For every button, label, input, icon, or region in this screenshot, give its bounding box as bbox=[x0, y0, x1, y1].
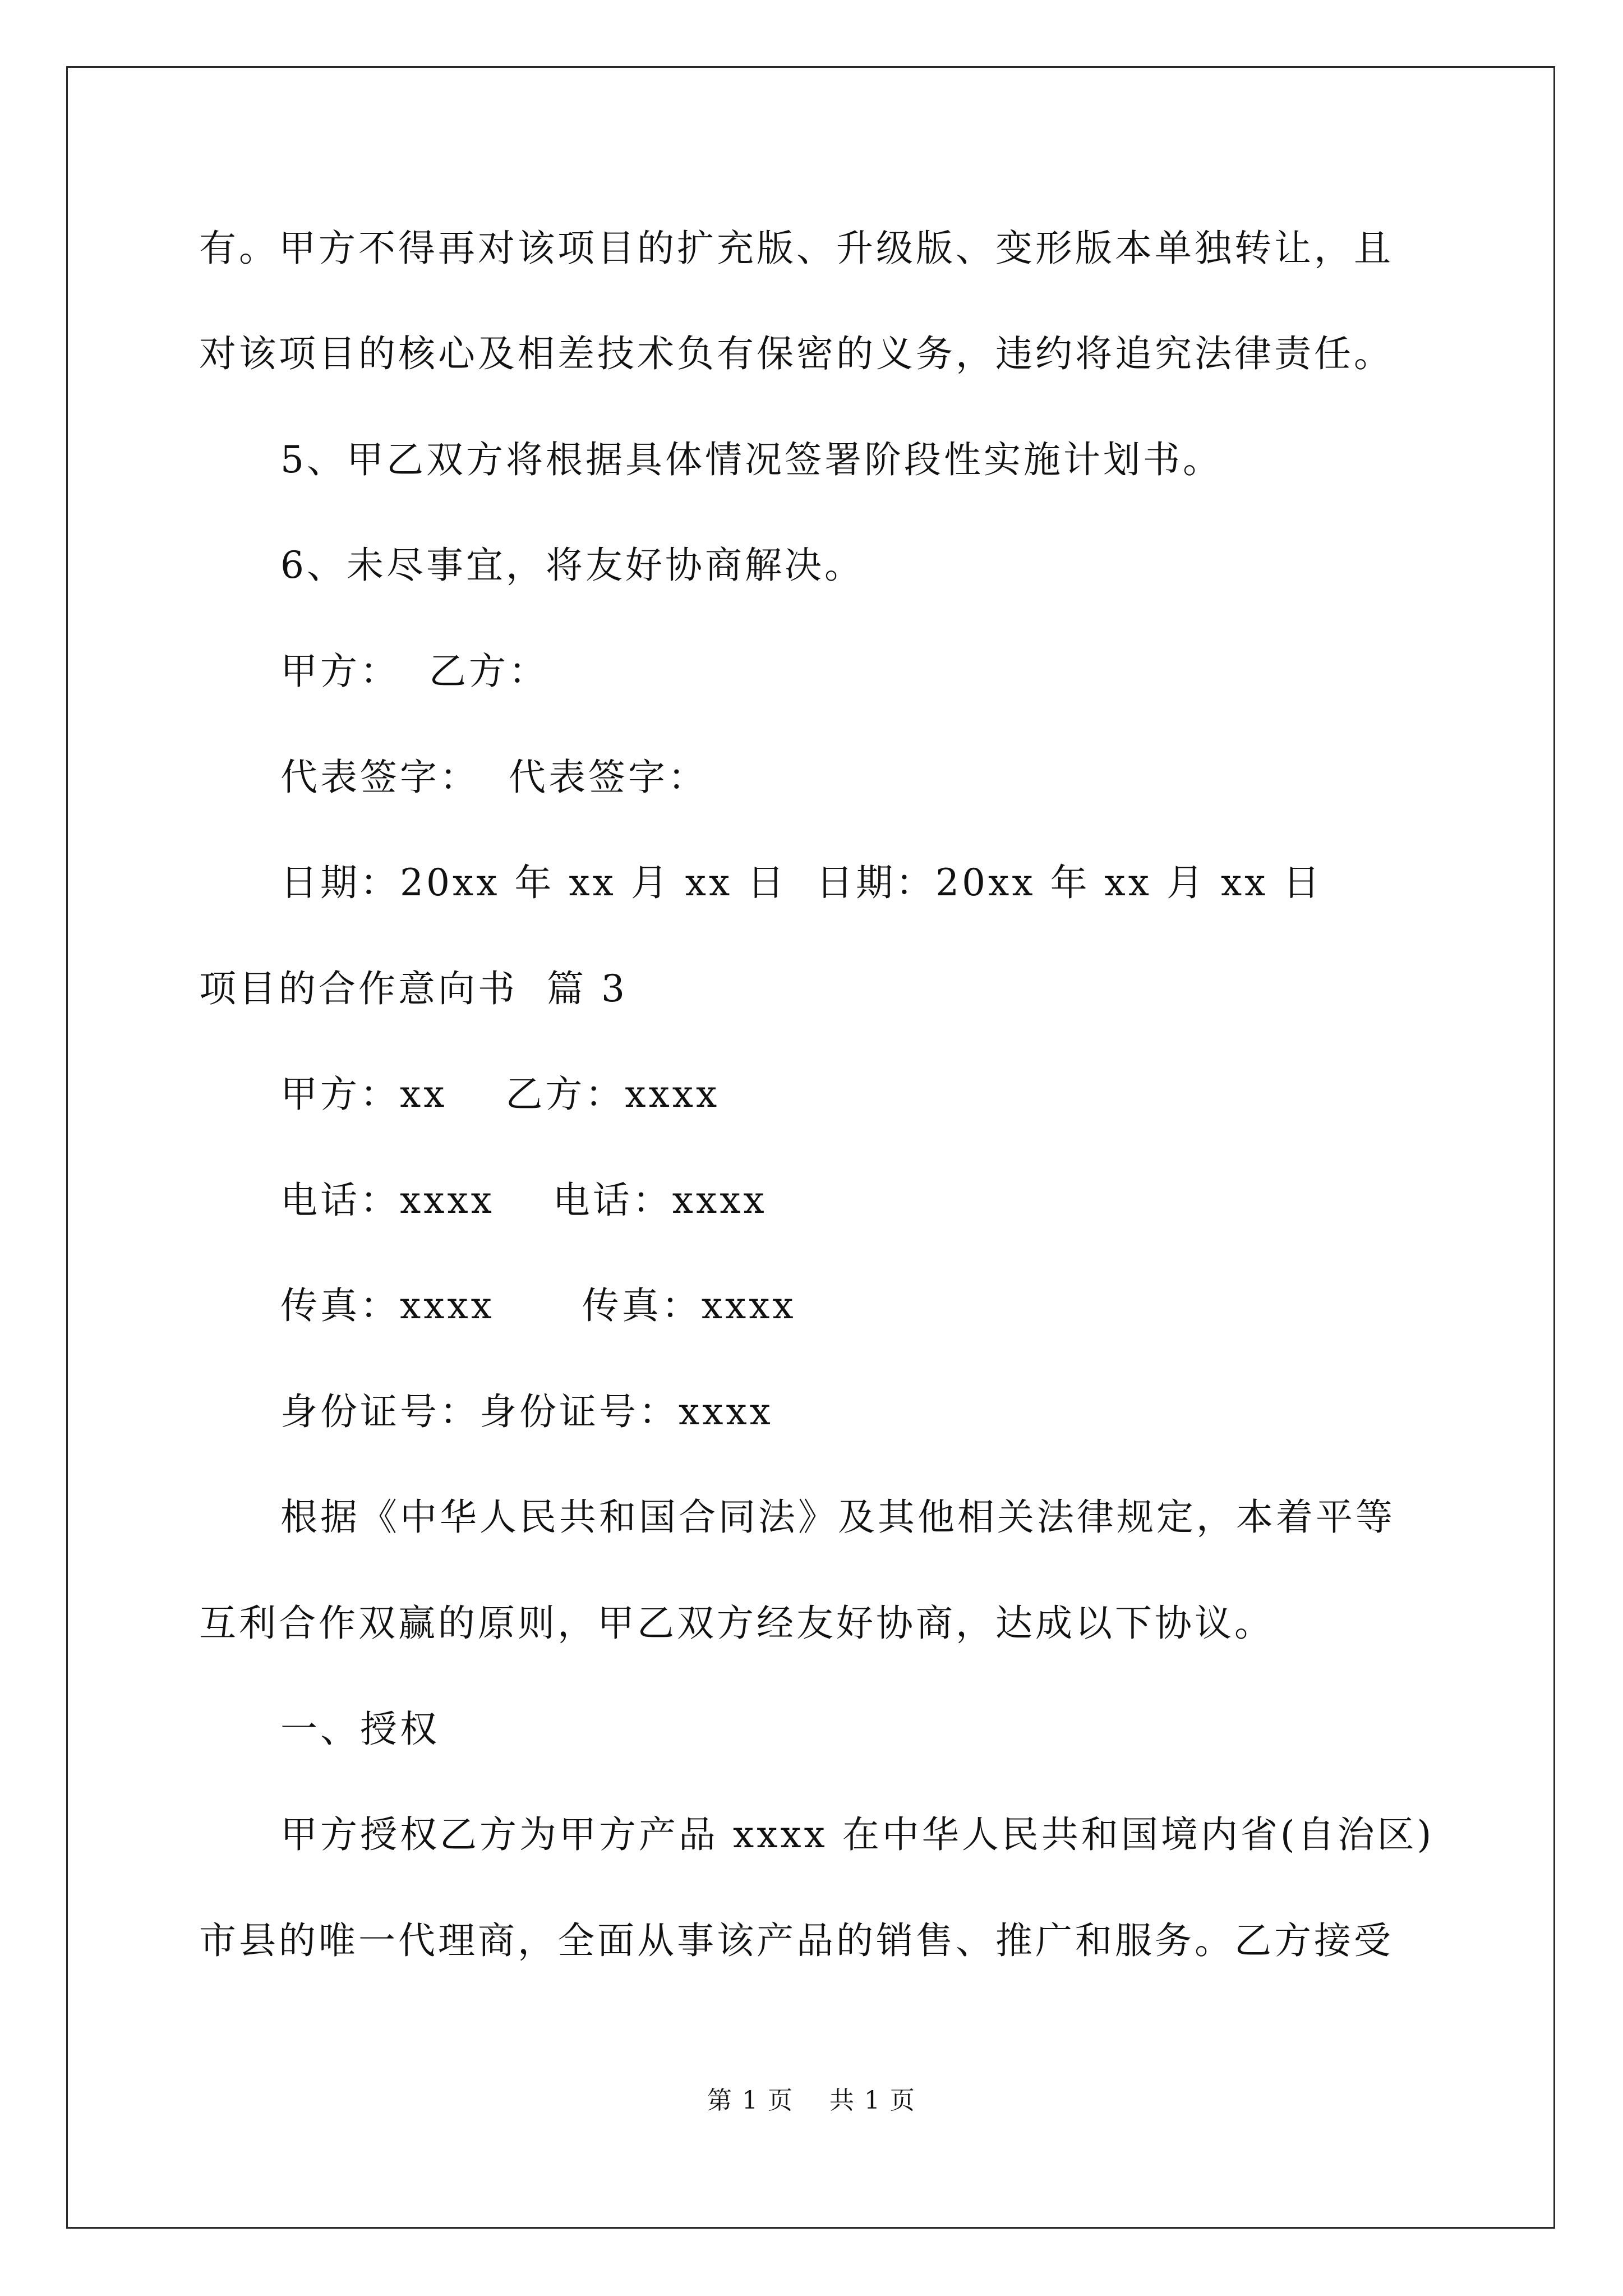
phone-line: 电话：xxxx 电话：xxxx bbox=[280, 1179, 767, 1222]
paragraph-line: 有。甲方不得再对该项目的扩充版、升级版、变形版本单独转让，且 bbox=[199, 227, 1394, 270]
signature-representative-line: 代表签字： 代表签字： bbox=[280, 756, 708, 799]
paragraph-line: 根据《中华人民共和国合同法》及其他相关法律规定，本着平等 bbox=[280, 1496, 1395, 1539]
page-footer: 第 1 页 共 1 页 bbox=[707, 2086, 916, 2115]
signature-date-line: 日期：20xx 年 xx 月 xx 日 日期：20xx 年 xx 月 xx 日 bbox=[280, 861, 1323, 904]
section-heading: 项目的合作意向书 篇 3 bbox=[199, 967, 628, 1010]
paragraph-line: 对该项目的核心及相差技术负有保密的义务，违约将追究法律责任。 bbox=[199, 332, 1394, 375]
clause-heading: 一、授权 bbox=[280, 1708, 440, 1751]
paragraph-line: 互利合作双赢的原则，甲乙双方经友好协商，达成以下协议。 bbox=[199, 1602, 1274, 1645]
fax-line: 传真：xxxx 传真：xxxx bbox=[280, 1284, 796, 1327]
paragraph-line: 甲方授权乙方为甲方产品 xxxx 在中华人民共和国境内省(自治区) bbox=[280, 1813, 1435, 1856]
paragraph-line: 市县的唯一代理商，全面从事该产品的销售、推广和服务。乙方接受 bbox=[199, 1919, 1394, 1962]
paragraph-line: 5、甲乙双方将根据具体情况签署阶段性实施计划书。 bbox=[280, 438, 1223, 481]
party-info-line: 甲方：xx 乙方：xxxx bbox=[280, 1073, 720, 1116]
id-number-line: 身份证号：身份证号：xxxx bbox=[280, 1390, 773, 1433]
paragraph-line: 6、未尽事宜，将友好协商解决。 bbox=[280, 544, 864, 587]
signature-party-line: 甲方： 乙方： bbox=[280, 650, 548, 693]
page-border bbox=[66, 66, 1555, 2229]
